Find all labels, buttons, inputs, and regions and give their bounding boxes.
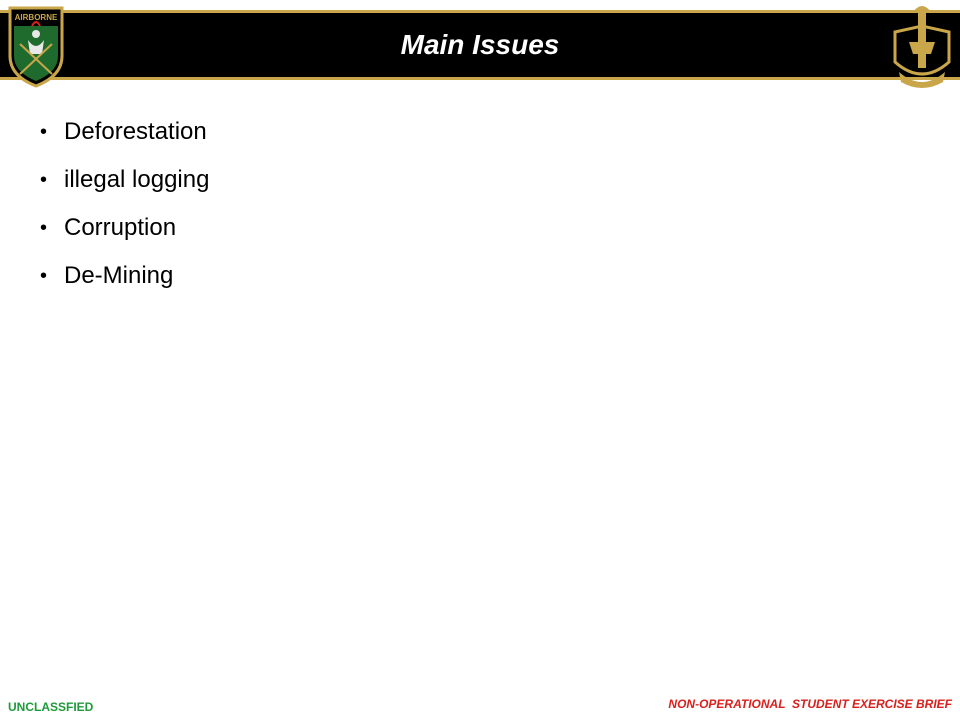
bullet-item: • illegal logging bbox=[40, 166, 210, 193]
torch-crest-logo bbox=[887, 2, 957, 90]
bullet-item: • Deforestation bbox=[40, 118, 207, 145]
classification-label: UNCLASSFIED bbox=[8, 700, 94, 714]
svg-text:AIRBORNE: AIRBORNE bbox=[14, 13, 58, 22]
bullet-list bbox=[40, 108, 209, 300]
exercise-brief-label: NON-OPERATIONAL STUDENT EXERCISE BRIEF bbox=[668, 697, 952, 711]
bullet-item: • Corruption bbox=[40, 214, 177, 241]
bullet-item: • De-Mining bbox=[40, 262, 174, 289]
slide-title: Main Issues bbox=[400, 29, 560, 60]
airborne-insignia-logo bbox=[6, 4, 66, 88]
